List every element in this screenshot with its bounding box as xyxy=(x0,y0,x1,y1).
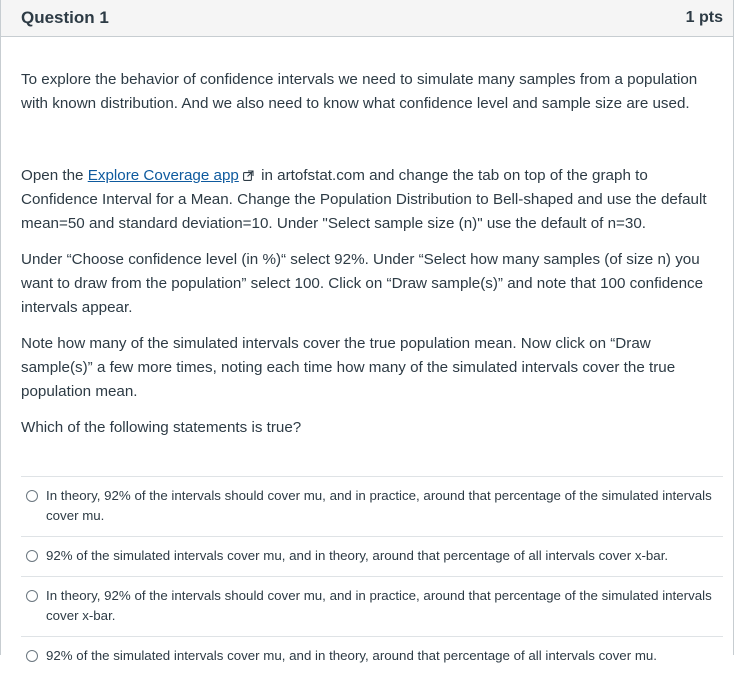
answer-label: 92% of the simulated intervals cover mu, and in theory, around that percentage of all intervals cover mu. xyxy=(46,648,657,663)
paragraph-instructions-post: in artofstat.com and change the tab on top of the graph to Confidence Interval for a Mean. Change the Population Distribution to Bell-shaped and use the default mean=50 and standard deviation=10. Under "Select sample size (n)" use the default of n=30. xyxy=(21,167,707,232)
paragraph-intro: To explore the behavior of confidence intervals we need to simulate many samples from a population with known distribution. And we also need to know what confidence level and sample size are used. xyxy=(21,71,698,112)
question-points: 1 pts xyxy=(685,9,723,26)
question-prompt: Which of the following statements is true? xyxy=(21,419,302,436)
paragraph-instructions xyxy=(21,116,714,236)
radio-button[interactable] xyxy=(26,590,38,602)
question-text xyxy=(1,37,733,440)
external-link-icon[interactable] xyxy=(243,170,254,181)
question-title: Question 1 xyxy=(21,8,109,27)
answer-list xyxy=(21,476,723,676)
answer-option[interactable] xyxy=(21,536,723,576)
answer-option[interactable] xyxy=(21,476,723,536)
paragraph-confidence-level: Under “Choose confidence level (in %)“ select 92%. Under “Select how many samples (of size n) you want to draw from the population” select 100. Click on “Draw sample(s)” and note that 100 confidence intervals appear. xyxy=(21,251,704,316)
explore-coverage-link[interactable]: Explore Coverage app xyxy=(87,167,239,184)
radio-button[interactable] xyxy=(26,490,38,502)
paragraph-observe: Note how many of the simulated intervals cover the true population mean. Now click on “Draw sample(s)” a few more times, noting each time how many of the simulated intervals cover the true population mean. xyxy=(21,335,676,400)
answer-option[interactable] xyxy=(21,636,723,676)
paragraph-instructions-pre: Open the xyxy=(21,167,88,184)
answer-label: In theory, 92% of the intervals should cover mu, and in practice, around that percentage of the simulated intervals cover mu. xyxy=(46,488,712,523)
radio-button[interactable] xyxy=(26,650,38,662)
answer-label: 92% of the simulated intervals cover mu, and in theory, around that percentage of all intervals cover x-bar. xyxy=(46,548,669,563)
question-header xyxy=(1,0,733,37)
answer-option[interactable] xyxy=(21,576,723,636)
radio-button[interactable] xyxy=(26,550,38,562)
answer-label: In theory, 92% of the intervals should cover mu, and in practice, around that percentage of the simulated intervals cover x-bar. xyxy=(46,588,712,623)
